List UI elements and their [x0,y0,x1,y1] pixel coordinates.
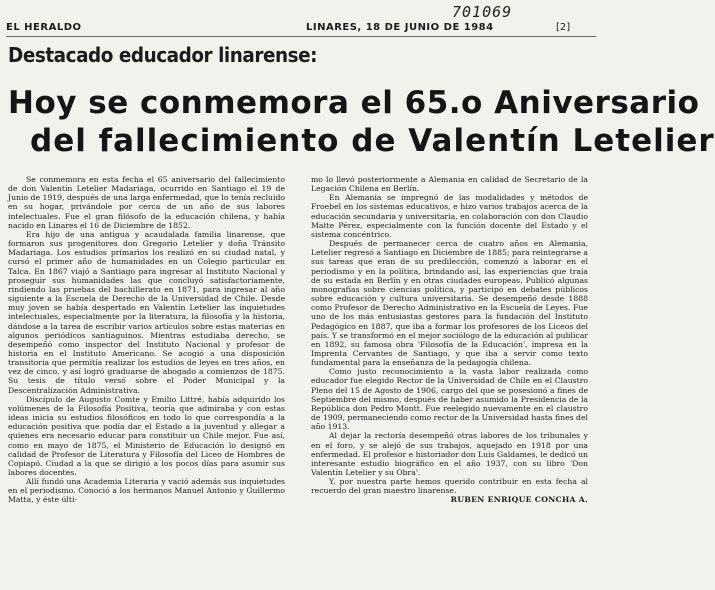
article-column-left [8,175,285,505]
paragraph: Al dejar la rectoría desempeñó otras labores de los tribunales y en el foro, y se alejó de sus trabajos, aquejado en 1918 por una enfermedad. El profesor e historiador don Luis Galdames, le dedicó un interesante estudio biográfico en el año 1937, con su libro 'Don Valentín Letelier y su Obra'. [311,431,588,477]
author-signature: RUBEN ENRIQUE CONCHA A. [450,495,588,505]
paragraph: Y, por nuestra parte hemos querido contribuir en esta fecha al recuerdo del gran maestro linarense. [311,477,588,496]
paragraph: mo lo llevó posteriormente a Alemania en calidad de Secretario de la Legación Chilena en Berlín. [311,175,588,194]
headline-line-2: del fallecimiento de Valentín Letelier [30,123,715,159]
archive-handwritten-id: 701069 [452,3,513,21]
paragraph: Discípulo de Augusto Comte y Emilio Littré, había adquirido los volúmenes de la Filosofía Positiva, teoría que admiraba y con estas ideas inicia su estudios filosóficos en todo lo que correspondía a la educación positiva que podía dar el Estado a la juventud y allegar a quienes era necesario educar para constituir un Chile mejor. Fue así, como en mayo de 1875, el Ministerio de Educación lo designó en calidad de Profesor de Literatura y Filosofía del Liceo de Hombres de Copiapó. Ciudad a la que se dirigió a los pocos días para asumir sus labores docentes. [8,394,285,477]
dateline: LINARES, 18 DE JUNIO DE 1984 [306,22,494,33]
article-column-right [311,175,588,505]
paper-name: EL HERALDO [6,22,82,33]
paragraph: Se conmemora en esta fecha el 65 aniversario del fallecimiento de don Valentín Letelier Madariaga, ocurrido en Santiago el 19 de Junio de 1919, después de una larga enfermedad, que lo tenía recluido en su hogar, privándole por cerca de un año de sus labores intelectuales. Fue el gran filósofo de la educación chilena, y había nacido en Linares el 16 de Diciembre de 1852. [8,175,285,230]
paragraph: Era hijo de una antigua y acaudalada familia linarense, que formaron sus progenitores don Gregorio Letelier y doña Tránsito Madariaga. Los estudios primarios los realizó en su ciudad natal, y cursó el primer año de humanidades en un Colegio particular en Talca. En 1867 viajó a Santiago para ingresar al Instituto Nacional y proseguir sus humanidades las que concluyó satisfactoriamente, rindiendo las pruebas del bachillerato en 1871, para ingresar al año siguiente a la Escuela de Derecho de la Universidad de Chile. Desde muy joven se había despertado en Valentín Letelier las inquietudes intelectuales, especialmente por la literatura, la filosofía y la historia, dándose a la tarea de escribir varios artículos sobre estas materias en algunos periódicos santiaguinos. Mientras estudiaba derecho, se desempeñó como inspector del Instituto Nacional y profesor de historia en el Instituto Americano. Se acogió a una disposición transitoria que permitía realizar los estudios de leyes en tres años, en vez de cinco, y así logró graduarse de abogado a comienzos de 1875. Su tesis de título versó sobre el Poder Municipal y la Descentralización Administrativa. [8,229,285,395]
paragraph: Como justo reconocimiento a la vasta labor realizada como educador fue elegido Rector de la Universidad de Chile en el Claustro Pleno del 15 de Agosto de 1906, cargo del que se posesionó a fines de Septiembre del mismo, después de haber asumido la Presidencia de la República don Pedro Montt. Fue reelegido nuevamente en el claustro de 1909, permaneciendo como rector de la Universidad hasta fines del año 1913. [311,367,588,432]
paragraph: Allí fundó una Academia Literaria y vació además sus inquietudes en el periodismo. Conoció a los hermanos Manuel Antonio y Guillermo Matta, y éste últi- [8,477,285,505]
paragraph: Después de permanecer cerca de cuatro años en Alemania, Letelier regresó a Santiago en Diciembre de 1885; para reintegrarse a sus tareas que eran de su predilección, comenzó a laborar en el periodismo y en la política, brindando así, las experiencias que traía de su estada en Berlín y en otras ciudades europeas. Publicó algunas monografías sobre ciencias política, y participó en debates públicos sobre educación y cultura universitaria. Se desempeñó desde 1888 como Profesor de Derecho Administrativo en la Escuela de Leyes. Fue uno de los más entusiastas gestores para la fundación del Instituto Pedagógico en 1887, que iba a formar los profesores de los Liceos del país. Y se transformó en el mejor sociólogo de la educación al publicar en 1892, su famosa obra 'Filosofía de la Educación', impresa en la Imprenta Cervantes de Santiago, y que iba a servir como texto fundamental para la enseñanza de la pedagogía chilena. [311,239,588,368]
article-kicker: Destacado educador linarense: [8,43,318,67]
masthead-rule [6,36,596,37]
archive-page-number: [2] [556,22,571,33]
headline-line-1: Hoy se conmemora el 65.o Aniversario [8,85,700,121]
paragraph: En Alemania se impregnó de las modalidades y métodos de Froebel en los sistemas educativos, e hizo varios trabajos acerca de la educación secundaria y universitaria, en colaboración con don Claudio Matte Pérez, especialmente con la función docente del Estado y el sistema concéntrico. [311,193,588,239]
article-headline [8,84,715,160]
